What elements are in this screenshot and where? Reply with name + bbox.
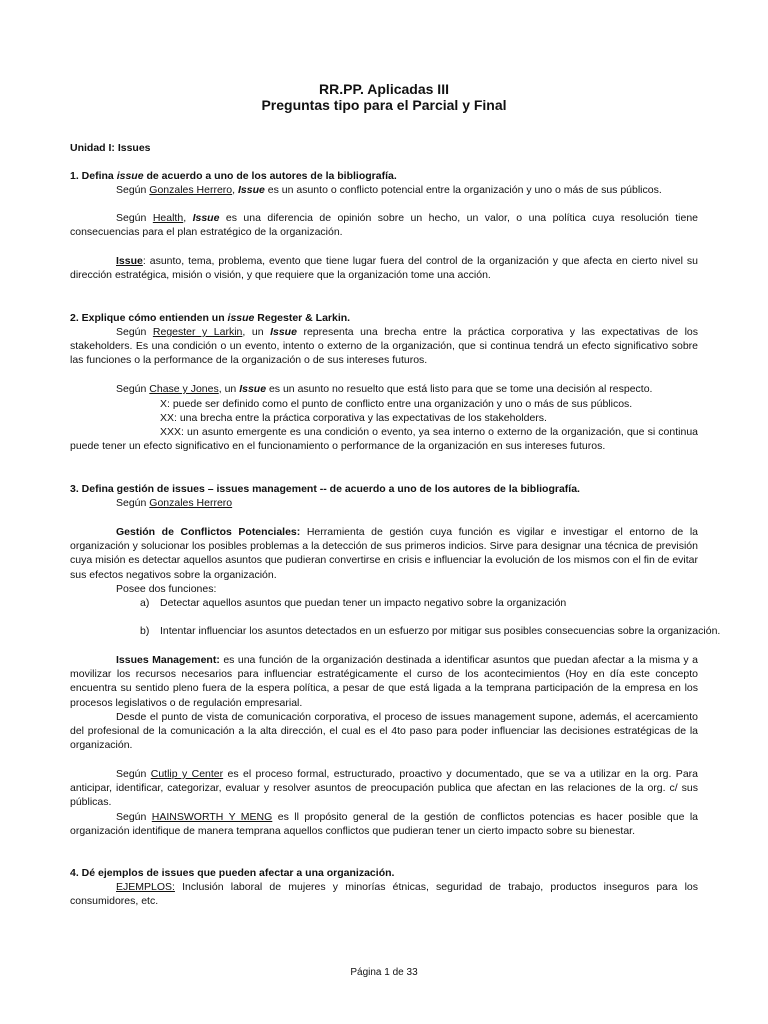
q3-hainsworth-meng-paragraph: Según HAINSWORTH Y MENG es ll propósito general de la gestión de conflictos potencias es hacer posible que la organización identifique de manera temprana aquellos conflictos que pudieran tener un cierto impacto sobre su bienestar. [70, 811, 699, 838]
q1-paragraph-2: Según Health, Issue es una diferencia de opinión sobre un hecho, un valor, o una política cuya resolución tiene consecuencias para el plan estratégico de la organización. [70, 212, 698, 239]
document-subtitle: Preguntas tipo para el Parcial y Final [261, 97, 507, 113]
unit-heading: Unidad I: Issues [70, 142, 151, 154]
q2-x-definition: X: puede ser definido como el punto de conflicto entre una organización y uno o más de sus públicos. [160, 398, 633, 410]
page-number: Página 1 de 33 [350, 967, 418, 978]
list-item: b) Intentar influenciar los asuntos detectados en un esfuerzo por mitigar sus posibles consecuencias sobre la organización. [140, 625, 721, 638]
q3-author: Según Gonzales Herrero [116, 497, 233, 509]
document-page [70, 0, 721, 1024]
q3-issues-management-paragraph: Issues Management: es una función de la organización destinada a identificar asuntos que puedan afectar a la misma y a movilizar los recursos necesarios para influenciar estratégicamente el curso de los acontecimientos (Hoy en día este concepto encuentra su sentido pleno fuera de la espera política, a pesar de que está ligada a la temprana participación de la empresa en los procesos legislativos o de regulación empresarial. [70, 654, 698, 709]
q3-corporate-communication-paragraph: Desde el punto de vista de comunicación corporativa, el proceso de issues management supone, además, el acercamiento del profesional de la comunicación a la alta dirección, el cual es el 4to paso para poder influenciar las decisiones estratégicas de la organización. [70, 711, 698, 752]
question-4-heading: 4. Dé ejemplos de issues que pueden afectar a una organización. [70, 867, 395, 879]
q2-xx-definition: XX: una brecha entre la práctica corporativa y las expectativas de los stakeholders. [160, 412, 547, 424]
q1-paragraph-3: Issue: asunto, tema, problema, evento que tiene lugar fuera del control de la organización y que afecta en cierto nivel su dirección estratégica, misión o visión, y que requiere que la organización tome una acción. [70, 255, 698, 282]
question-3-heading: 3. Defina gestión de issues – issues management -- de acuerdo a uno de los autores de la bibliografía. [70, 483, 580, 495]
question-2-heading: 2. Explique cómo entienden un issue Regester & Larkin. [70, 312, 351, 324]
q2-xxx-definition: XXX: un asunto emergente es una condición o evento, ya sea interno o externo de la organización, que si continua puede tener un efecto significativo en el funcionamiento o performance de la organización en sus intereses futuros. [70, 426, 698, 453]
document-title: RR.PP. Aplicadas III [319, 81, 449, 97]
q2-paragraph-2: Según Chase y Jones, un Issue es un asunto no resuelto que está listo para que se tome una decisión al respecto. [116, 383, 653, 395]
question-1-heading: 1. Defina issue de acuerdo a uno de los autores de la bibliografía. [70, 170, 397, 182]
q3-functions-intro: Posee dos funciones: [116, 583, 217, 595]
q3-gcp-paragraph: Gestión de Conflictos Potenciales: Herramienta de gestión cuya función es vigilar e investigar el entorno de la organización y solucionar los posibles problemas a la detección de sus primeros indicios. Sirve para designar una técnica de previsión cuya misión es detectar aquellos asuntos que pudieran convertirse en crisis e influenciar la evolución de los mismos con el fin de evitar sus efectos negativos sobre la organización. [70, 526, 699, 581]
q4-examples-paragraph: EJEMPLOS: Inclusión laboral de mujeres y minorías étnicas, seguridad de trabajo, productos inseguros para los consumidores, etc. [70, 881, 698, 908]
list-item: a) Detectar aquellos asuntos que puedan tener un impacto negativo sobre la organización [140, 597, 567, 609]
q2-paragraph-1: Según Regester y Larkin, un Issue representa una brecha entre la práctica corporativa y las expectativas de los stakeholders. Es una condición o un evento, intento o externo de la organización, que si continua tendrá un efecto significativo sobre las funciones o la performance de la organización o de sus intereses futuros. [70, 326, 699, 367]
q3-cutlip-center-paragraph: Según Cutlip y Center es el proceso formal, estructurado, proactivo y documentado, que se va a utilizar en la org. Para anticipar, identificar, categorizar, evaluar y resolver asuntos de preocupación publica que afectan en las relaciones de la org. c/ sus públicas. [70, 768, 698, 809]
q1-paragraph-1: Según Gonzales Herrero, Issue es un asunto o conflicto potencial entre la organización y uno o más de sus públicos. [116, 184, 662, 196]
